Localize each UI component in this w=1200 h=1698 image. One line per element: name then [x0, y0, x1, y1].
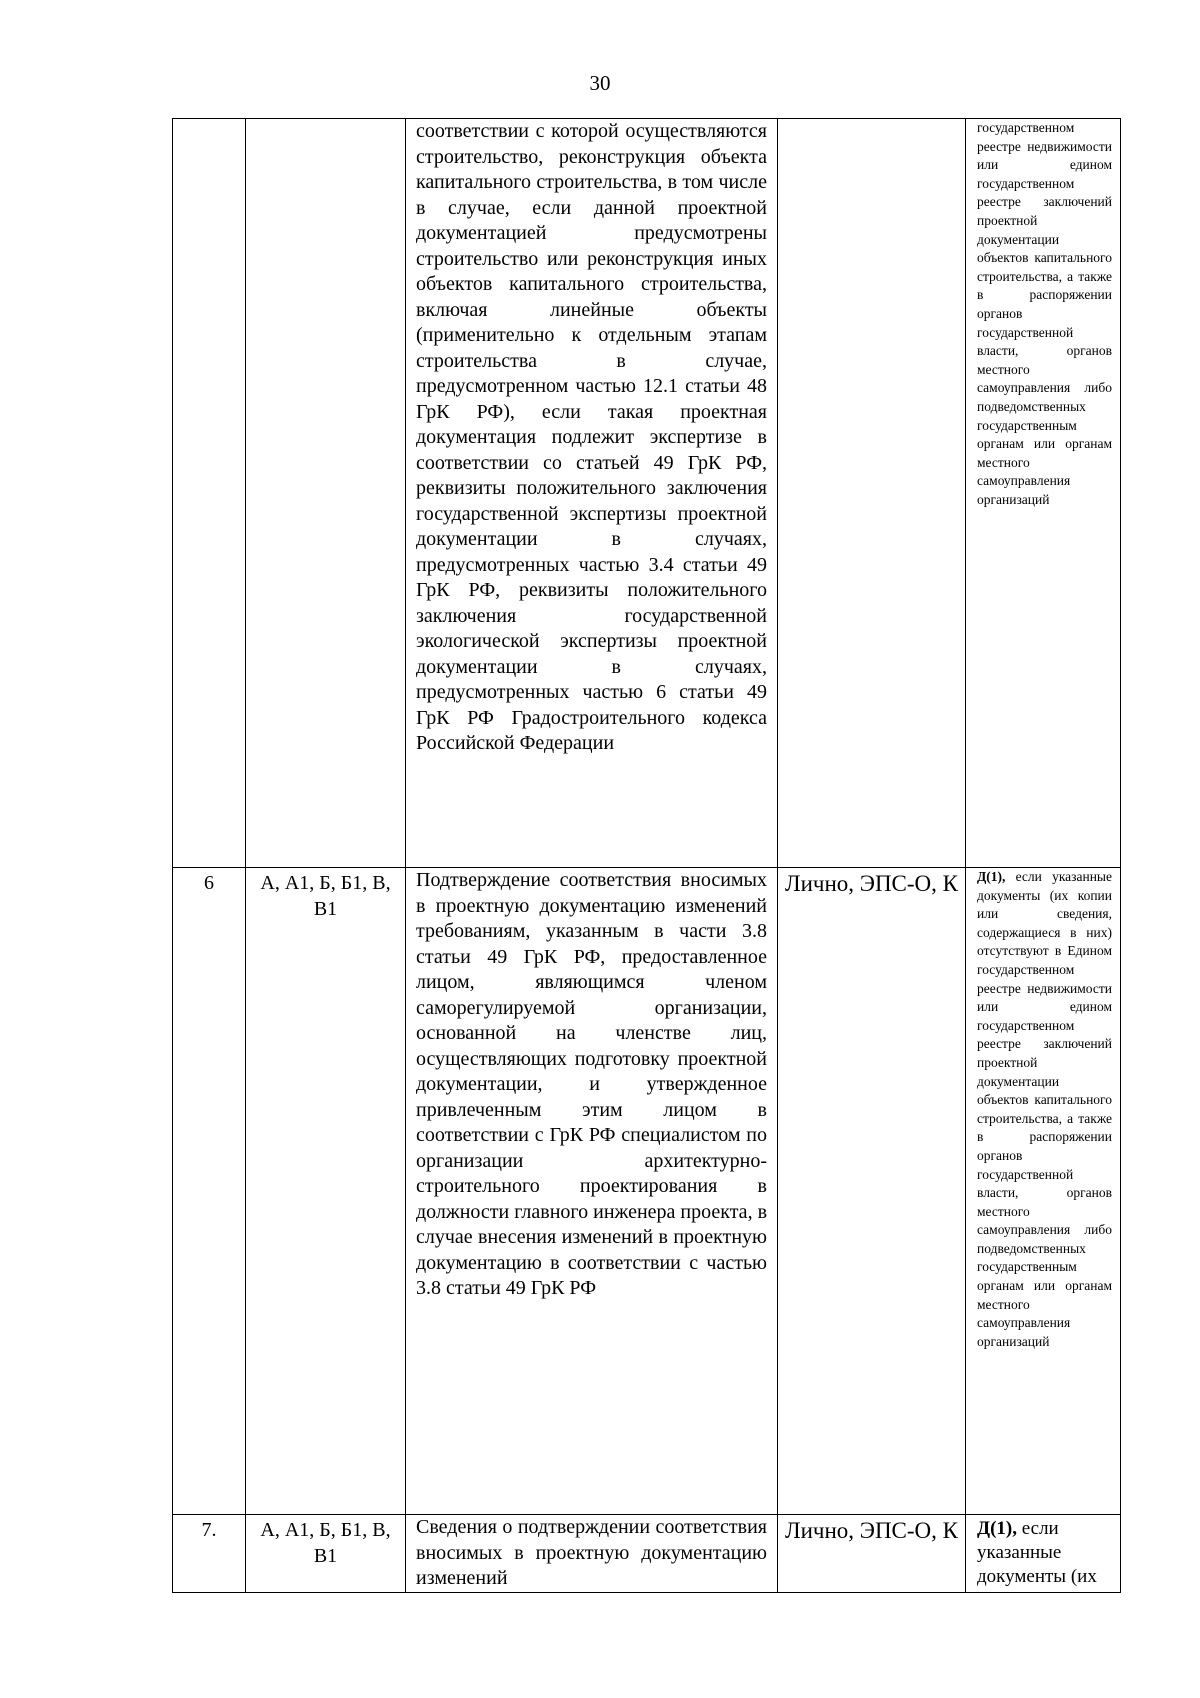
row-categories: [246, 119, 406, 868]
table-row: [173, 119, 1121, 868]
table-row: [173, 1515, 1121, 1593]
row-description: Сведения о подтверждении соответствия вносимых в проектную документацию изменений: [406, 1515, 778, 1593]
row-categories: А, А1, Б, Б1, В, В1: [246, 1515, 406, 1593]
basis-text: если указанные документы (их: [977, 1518, 1097, 1587]
row-submission-method: [778, 119, 966, 868]
row-basis: [966, 1515, 1121, 1593]
basis-text: если указанные документы (их копии или сведения, содержащиеся в них) отсутствуют в Едином государственном реестре недвижимости или едином государственном реестре заключений проектной документации объектов капитального строительства, а также в распоряжении органов государственной власти, органов местного самоуправления либо подведомственных государственным органам или органам местного самоуправления организаций: [977, 869, 1112, 1349]
row-submission-method: Лично, ЭПС-О, К: [778, 868, 966, 1515]
row-number: 6: [173, 868, 246, 1515]
row-submission-method: Лично, ЭПС-О, К: [778, 1515, 966, 1593]
row-basis: [966, 119, 1121, 868]
basis-text: государственном реестре недвижимости или едином государственном реестре заключений проектной документации объектов капитального строительства, а также в распоряжении органов государственной власти, органов местного самоуправления либо подведомственных государственным органам или органам местного самоуправления организаций: [977, 120, 1112, 507]
row-categories: А, А1, Б, Б1, В, В1: [246, 868, 406, 1515]
basis-code: Д(1),: [977, 869, 1006, 884]
requirements-table: [172, 118, 1121, 1593]
table-row: [173, 868, 1121, 1515]
row-description: соответствии с которой осуществляются строительство, реконструкция объекта капитального строительства, в том числе в случае, если данной проектной документацией предусмотрены строительство или реконструкция иных объектов капитального строительства, включая линейные объекты (применительно к отдельным этапам строительства в случае, предусмотренном частью 12.1 статьи 48 ГрК РФ), если такая проектная документация подлежит экспертизе в соответствии со статьей 49 ГрК РФ, реквизиты положительного заключения государственной экспертизы проектной документации в случаях, предусмотренных частью 3.4 статьи 49 ГрК РФ, реквизиты положительного заключения государственной экологической экспертизы проектной документации в случаях, предусмотренных частью 6 статьи 49 ГрК РФ Градостроительного кодекса Российской Федерации: [406, 119, 778, 868]
row-number: 7.: [173, 1515, 246, 1593]
basis-code: Д(1),: [977, 1518, 1017, 1539]
row-basis: [966, 868, 1121, 1515]
row-number: [173, 119, 246, 868]
row-description: Подтверждение соответствия вносимых в проектную документацию изменений требованиям, указанным в части 3.8 статьи 49 ГрК РФ, предоставленное лицом, являющимся членом саморегулируемой организации, основанной на членстве лиц, осуществляющих подготовку проектной документации, и утвержденное привлеченным этим лицом в соответствии с ГрК РФ специалистом по организации архитектурно-строительного проектирования в должности главного инженера проекта, в случае внесения изменений в проектную документацию в соответствии с частью 3.8 статьи 49 ГрК РФ: [406, 868, 778, 1515]
page-number: 30: [589, 71, 611, 95]
